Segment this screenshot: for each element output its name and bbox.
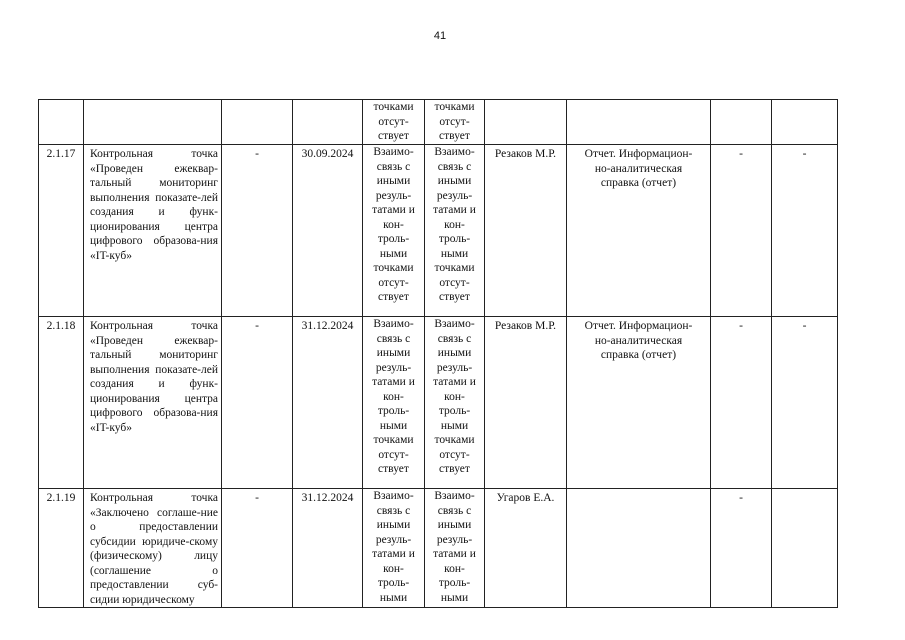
cell-responsible: Угаров Е.А.	[485, 489, 567, 608]
page-number: 41	[433, 30, 447, 42]
cell-document: Отчет. Информацион- но-аналитическая справка (отчет)	[567, 317, 711, 489]
cell-extra: -	[772, 145, 838, 317]
cell-num: 2.1.18	[39, 317, 84, 489]
cell-connection-2: Взаимо- связь с иными резуль- татами и кон- троль- ными точками отсут- ствует	[425, 317, 485, 489]
cell-start: -	[222, 317, 293, 489]
cell-connection-1: Взаимо- связь с иными резуль- татами и кон- троль- ными точками отсут- ствует	[363, 317, 425, 489]
cell-name: Контрольная точка «Проведен ежеквар-тальный мониторинг выполнения показате-лей создания и функ-ционирования центра цифрового образова-ния «IT-куб»	[84, 145, 222, 317]
cell-connection-2: точками отсут- ствует	[425, 100, 485, 145]
cell-name	[84, 100, 222, 145]
cell-level: -	[711, 317, 772, 489]
cell-extra	[772, 489, 838, 608]
cell-document: Отчет. Информацион- но-аналитическая справка (отчет)	[567, 145, 711, 317]
cell-document	[567, 489, 711, 608]
table-row	[39, 145, 838, 317]
cell-level: -	[711, 489, 772, 608]
cell-start: -	[222, 489, 293, 608]
cell-end: 31.12.2024	[293, 317, 363, 489]
cell-start: -	[222, 145, 293, 317]
cell-level	[711, 100, 772, 145]
cell-connection-1: Взаимо- связь с иными резуль- татами и кон- троль- ными	[363, 489, 425, 608]
cell-extra: -	[772, 317, 838, 489]
cell-connection-2: Взаимо- связь с иными резуль- татами и кон- троль- ными	[425, 489, 485, 608]
table-row	[39, 317, 838, 489]
cell-num: 2.1.17	[39, 145, 84, 317]
cell-document	[567, 100, 711, 145]
cell-name: Контрольная точка «Проведен ежеквар-тальный мониторинг выполнения показате-лей создания и функ-ционирования центра цифрового образова-ния «IT-куб»	[84, 317, 222, 489]
cell-connection-1: точками отсут- ствует	[363, 100, 425, 145]
cell-name: Контрольная точка «Заключено соглаше-ние о предоставлении субсидии юридиче-скому (физическому) лицу (соглашение о предоставлении суб-сидии юридическому	[84, 489, 222, 608]
cell-num: 2.1.19	[39, 489, 84, 608]
cell-end: 31.12.2024	[293, 489, 363, 608]
cell-num	[39, 100, 84, 145]
cell-connection-2: Взаимо- связь с иными резуль- татами и кон- троль- ными точками отсут- ствует	[425, 145, 485, 317]
table-row	[39, 489, 838, 608]
cell-end: 30.09.2024	[293, 145, 363, 317]
cell-level: -	[711, 145, 772, 317]
cell-extra	[772, 100, 838, 145]
table-row-continuation	[39, 100, 838, 145]
cell-responsible: Резаков М.Р.	[485, 317, 567, 489]
cell-end	[293, 100, 363, 145]
cell-responsible	[485, 100, 567, 145]
plan-table	[38, 99, 838, 608]
cell-start	[222, 100, 293, 145]
cell-connection-1: Взаимо- связь с иными резуль- татами и кон- троль- ными точками отсут- ствует	[363, 145, 425, 317]
cell-responsible: Резаков М.Р.	[485, 145, 567, 317]
